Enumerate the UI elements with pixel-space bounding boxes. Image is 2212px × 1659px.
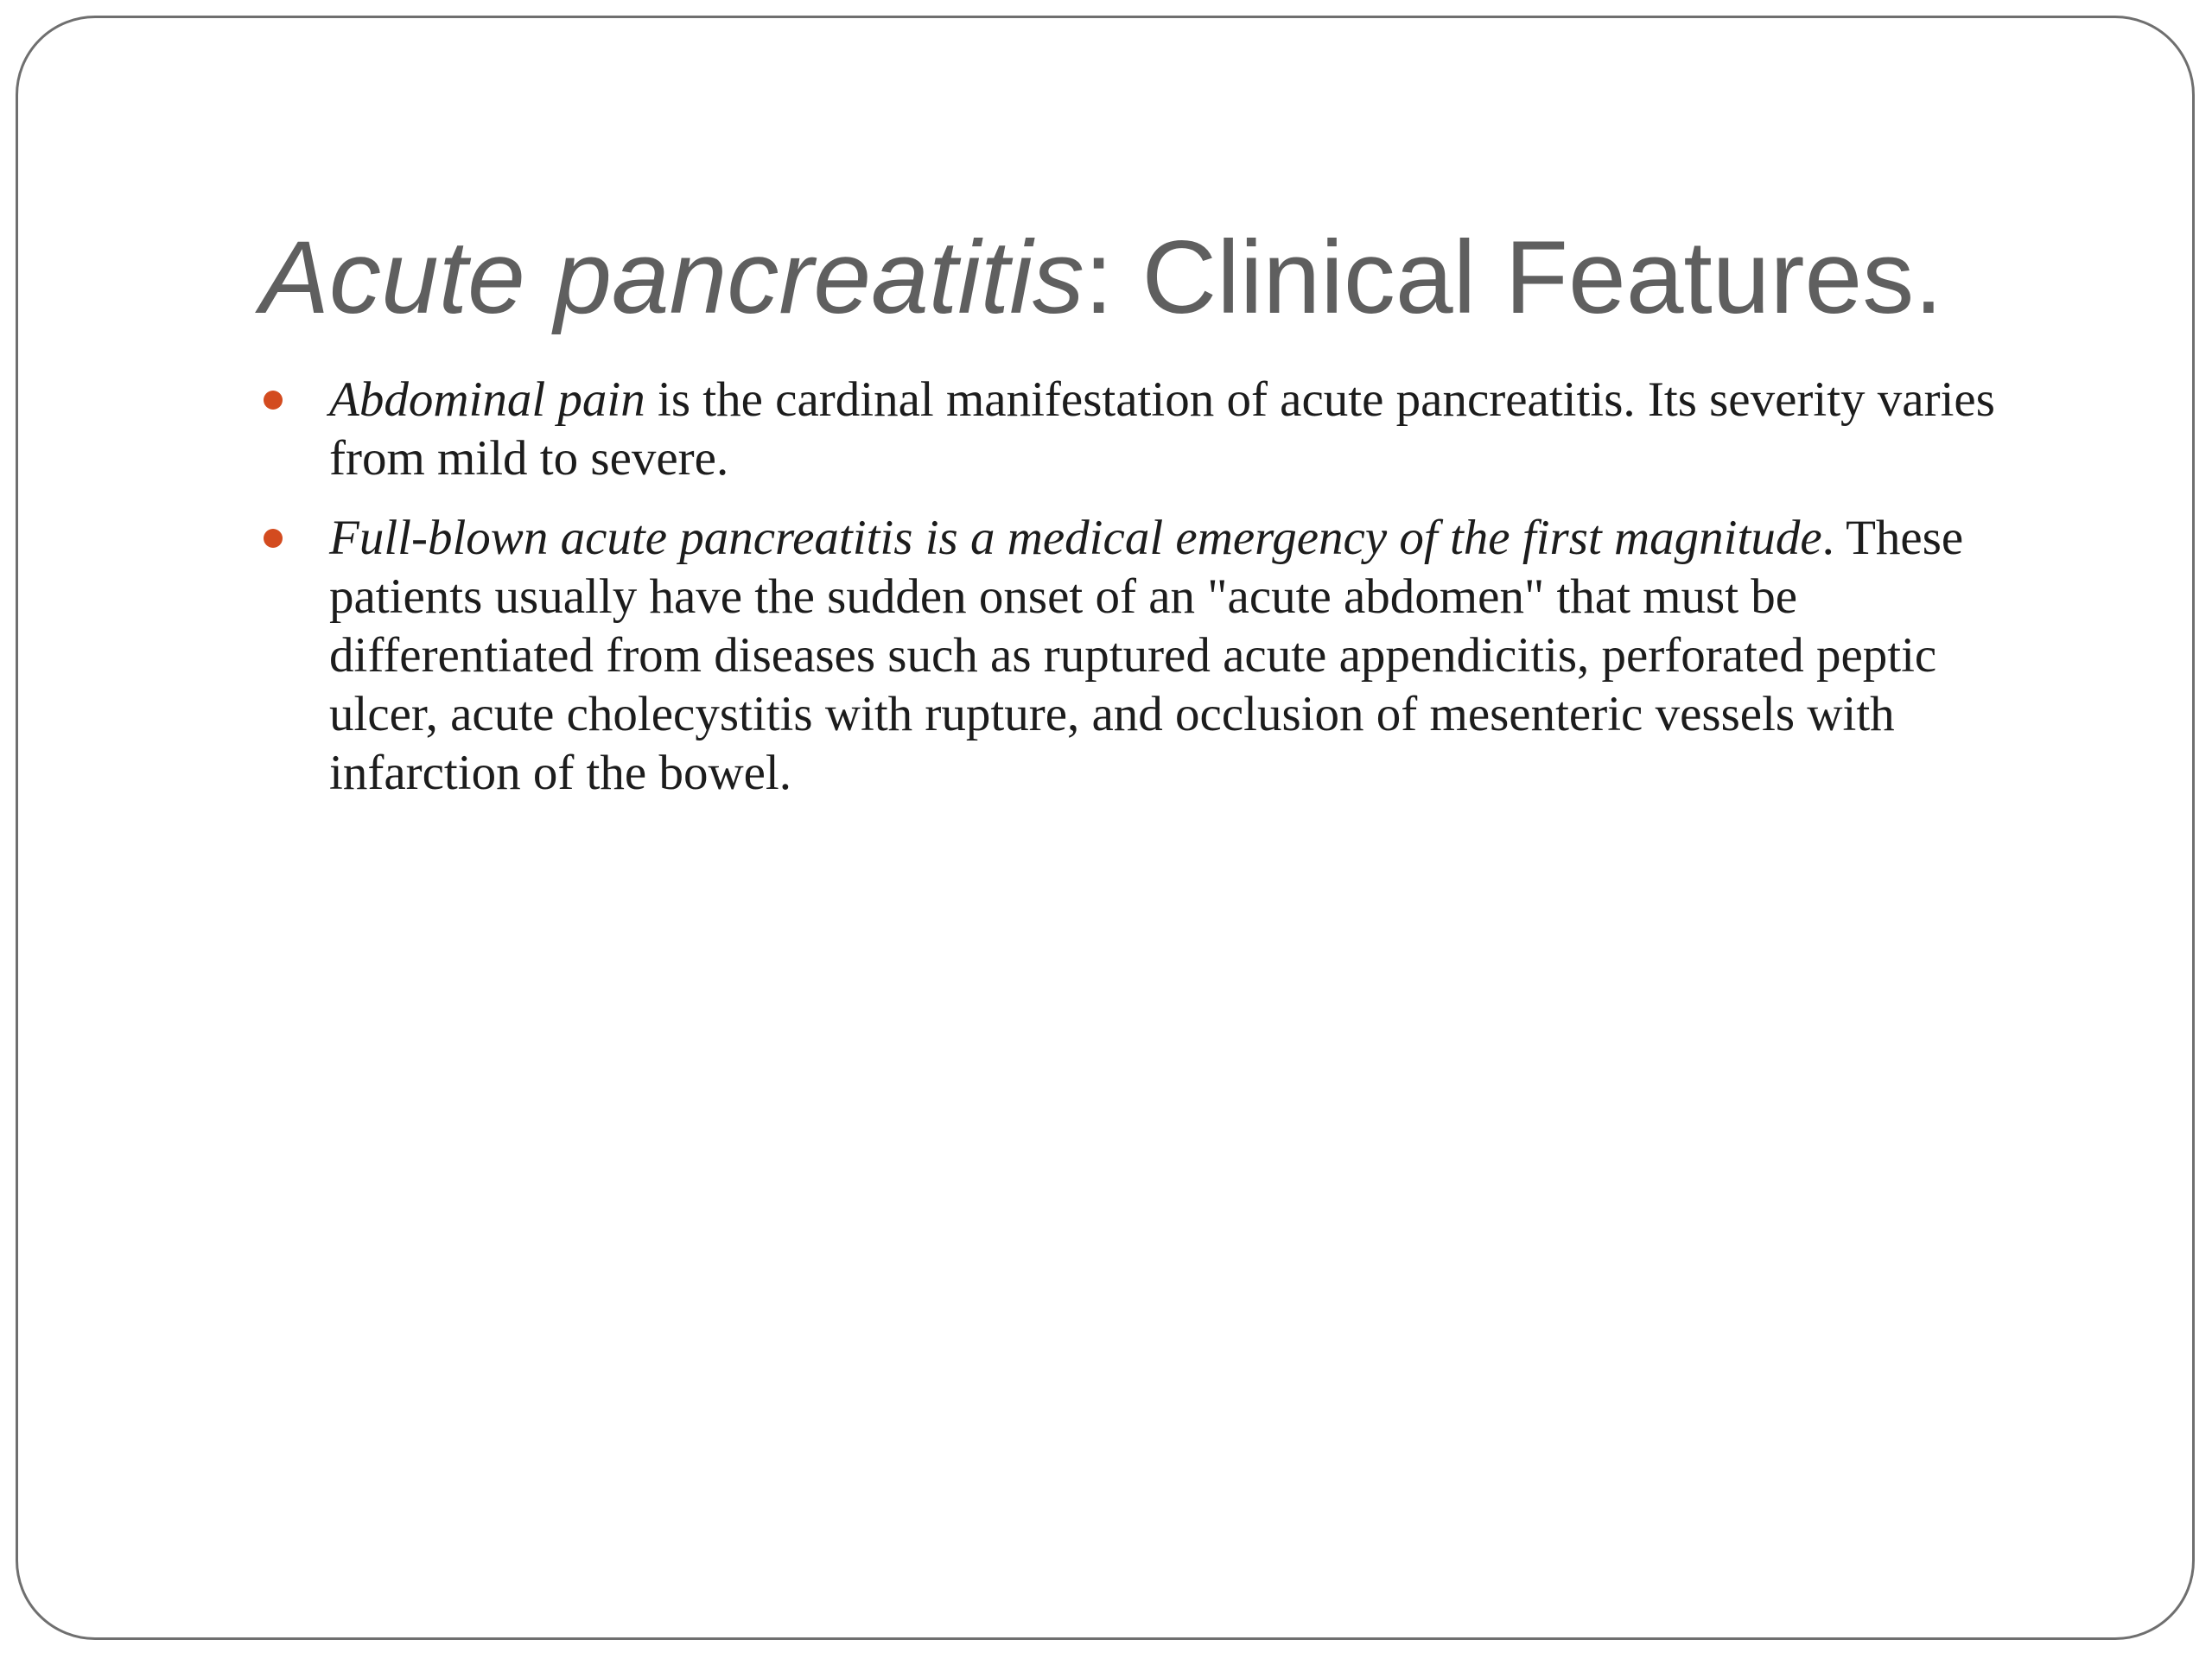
bullet-dot-icon: [264, 391, 283, 410]
slide-frame: [16, 16, 2195, 1640]
bullet-text: is the cardinal manifestation of acute pancreatitis. Its severity varies from mild to severe.: [329, 372, 1995, 486]
bullet-item-full-blown: [260, 509, 2023, 803]
slide-title: [260, 208, 2075, 346]
bullet-item-abdominal-pain: [260, 371, 2023, 488]
title-italic-part: Acute pancreatitis: [260, 219, 1084, 335]
bullet-dot-icon: [264, 529, 283, 548]
bullet-text: . These patients usually have the sudden onset of an "acute abdomen" that must be differentiated from diseases such as ruptured acute appendicitis, perforated peptic ulcer, acute cholecystitis with rupture, and occlusion of mesenteric vessels with infarction of the bowel.: [329, 511, 1964, 800]
bullet-emphasis: Full-blown acute pancreatitis is a medical emergency of the first magnitude: [329, 511, 1822, 565]
title-regular-part: : Clinical Features.: [1084, 219, 1943, 335]
bullet-emphasis: Abdominal pain: [329, 372, 645, 427]
bullet-list: [260, 371, 2023, 823]
